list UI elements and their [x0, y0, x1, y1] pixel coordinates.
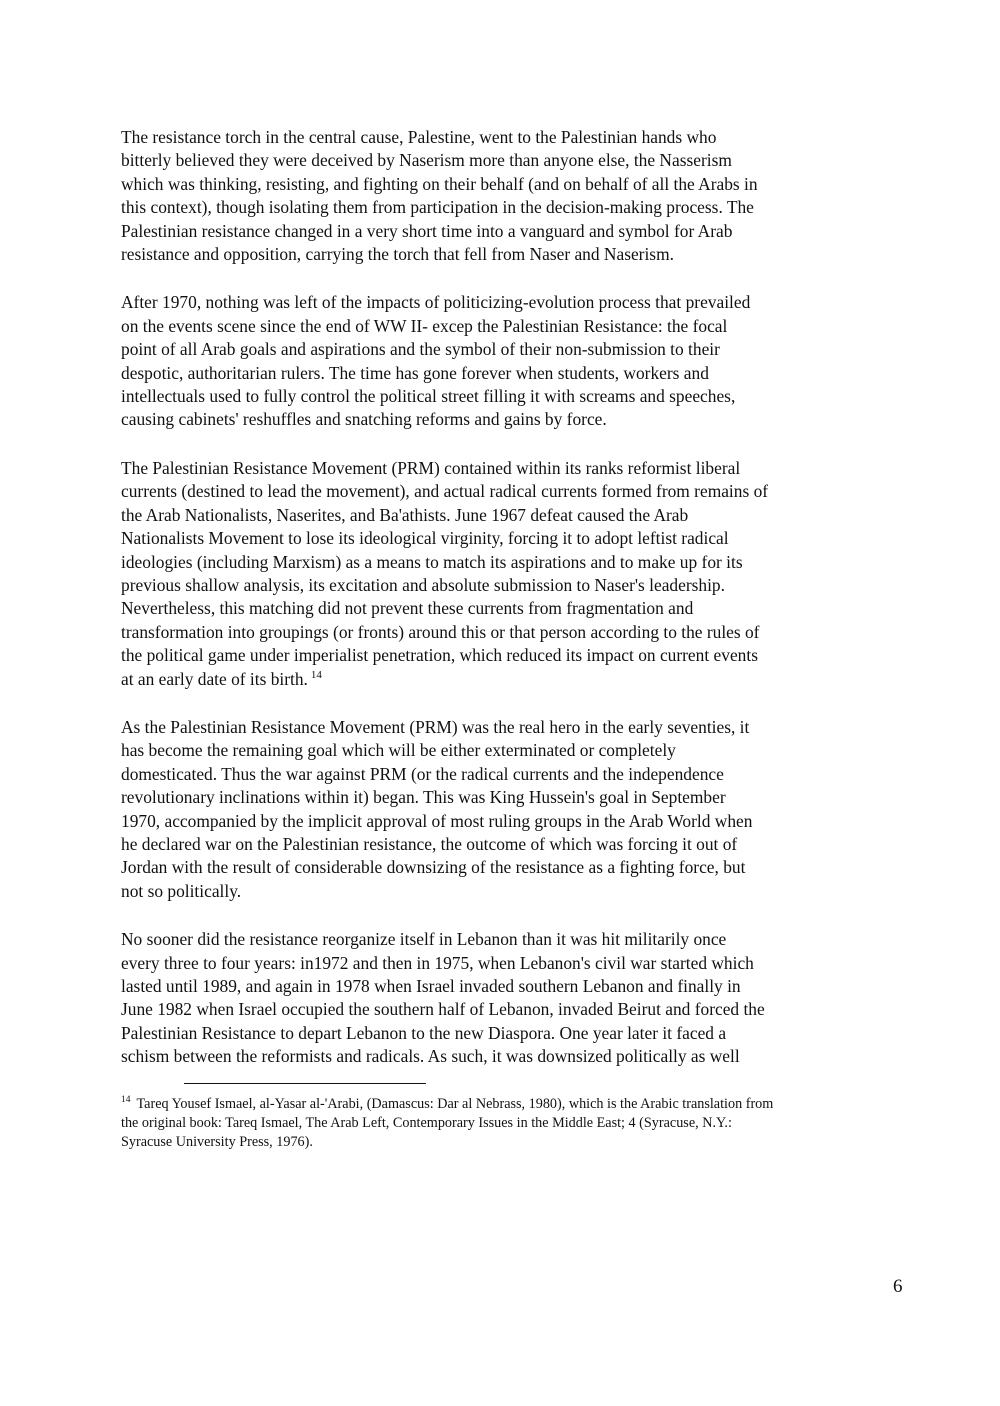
page-number: 6 [893, 1276, 903, 1297]
paragraph-3 [121, 457, 881, 691]
text-line: Nationalists Movement to lose its ideological virginity, forcing it to adopt leftist radical [121, 528, 729, 549]
text-line: every three to four years: in1972 and then in 1975, when Lebanon's civil war started which [121, 952, 754, 973]
text-line-with-footnote [121, 668, 881, 691]
text-line: ideologies (including Marxism) as a means to match its aspirations and to make up for its [121, 551, 743, 572]
body-text [121, 126, 881, 1094]
footnote-text: Tareq Yousef Ismael, al-Yasar al-'Arabi, (Damascus: Dar al Nebrass, 1980), which is the Arabic translation from [136, 1096, 774, 1112]
text-line: The Palestinian Resistance Movement (PRM) contained within its ranks reformist liberal [121, 457, 741, 478]
text-line: not so politically. [121, 880, 242, 901]
paragraph-1 [121, 126, 881, 266]
text-line: previous shallow analysis, its excitation and absolute submission to Naser's leadership. [121, 574, 725, 595]
footnote-line: Syracuse University Press, 1976). [121, 1134, 313, 1150]
text-line: The resistance torch in the central cause, Palestine, went to the Palestinian hands who [121, 127, 717, 147]
text-line: Nevertheless, this matching did not prevent these currents from fragmentation and [121, 598, 694, 619]
text-line: lasted until 1989, and again in 1978 when Israel invaded southern Lebanon and finally in [121, 976, 741, 996]
footnote-line [121, 1095, 921, 1114]
text-line: has become the remaining goal which will be either exterminated or completely [121, 740, 676, 761]
footnote [121, 1095, 921, 1152]
text-line: Palestinian Resistance to depart Lebanon to the new Diaspora. One year later it faced a [121, 1022, 727, 1043]
text-line: June 1982 when Israel occupied the southern half of Lebanon, invaded Beirut and forced the [121, 999, 765, 1020]
text-line: domesticated. Thus the war against PRM (or the radical currents and the independence [121, 763, 724, 784]
text-line: causing cabinets' reshuffles and snatching reforms and gains by force. [121, 409, 607, 430]
text-line: transformation into groupings (or fronts) around this or that person according to the rules of [121, 621, 760, 642]
text-line: this context), though isolating them from participation in the decision-making process. The [121, 197, 754, 218]
text-line: the Arab Nationalists, Naserites, and Ba'athists. June 1967 defeat caused the Arab [121, 504, 689, 525]
text-line: point of all Arab goals and aspirations and the symbol of their non-submission to their [121, 339, 720, 360]
text-line: resistance and opposition, carrying the torch that fell from Naser and Naserism. [121, 244, 674, 265]
text-line: the political game under imperialist penetration, which reduced its impact on current events [121, 645, 758, 666]
text-line: schism between the reformists and radicals. As such, it was downsized politically as well [121, 1046, 740, 1067]
text-line: Palestinian resistance changed in a very short time into a vanguard and symbol for Arab [121, 220, 733, 241]
text-line: intellectuals used to fully control the political street filling it with screams and speeches, [121, 386, 736, 407]
text-line: bitterly believed they were deceived by Naserism more than anyone else, the Nasserism [121, 150, 732, 171]
footnote-separator [184, 1083, 426, 1084]
text-line: After 1970, nothing was left of the impacts of politicizing-evolution process that prevailed [121, 292, 751, 313]
text-line: on the events scene since the end of WW II- excep the Palestinian Resistance: the focal [121, 315, 728, 336]
text-line: currents (destined to lead the movement), and actual radical currents formed from remains of [121, 481, 769, 502]
text-line: As the Palestinian Resistance Movement (PRM) was the real hero in the early seventies, it [121, 716, 750, 737]
text-line: Jordan with the result of considerable downsizing of the resistance as a fighting force, but [121, 857, 746, 878]
paragraph-5 [121, 928, 881, 1068]
text-line: at an early date of its birth. [121, 668, 308, 689]
text-line: 1970, accompanied by the implicit approval of most ruling groups in the Arab World when [121, 810, 753, 831]
footnote-number: 14 [121, 1095, 131, 1106]
footnote-reference[interactable]: 14 [310, 668, 322, 681]
text-line: despotic, authoritarian rulers. The time has gone forever when students, workers and [121, 362, 709, 383]
text-line: which was thinking, resisting, and fighting on their behalf (and on behalf of all the Arabs in [121, 173, 758, 194]
paragraph-4 [121, 716, 881, 903]
paragraph-2 [121, 291, 881, 431]
text-line: revolutionary inclinations within it) began. This was King Hussein's goal in September [121, 787, 726, 808]
text-line: No sooner did the resistance reorganize itself in Lebanon than it was hit militarily once [121, 929, 727, 950]
text-line: he declared war on the Palestinian resistance, the outcome of which was forcing it out of [121, 833, 738, 854]
footnote-line: the original book: Tareq Ismael, The Arab Left, Contemporary Issues in the Middle East; 4 (Syracuse, N.Y.: [121, 1115, 732, 1131]
